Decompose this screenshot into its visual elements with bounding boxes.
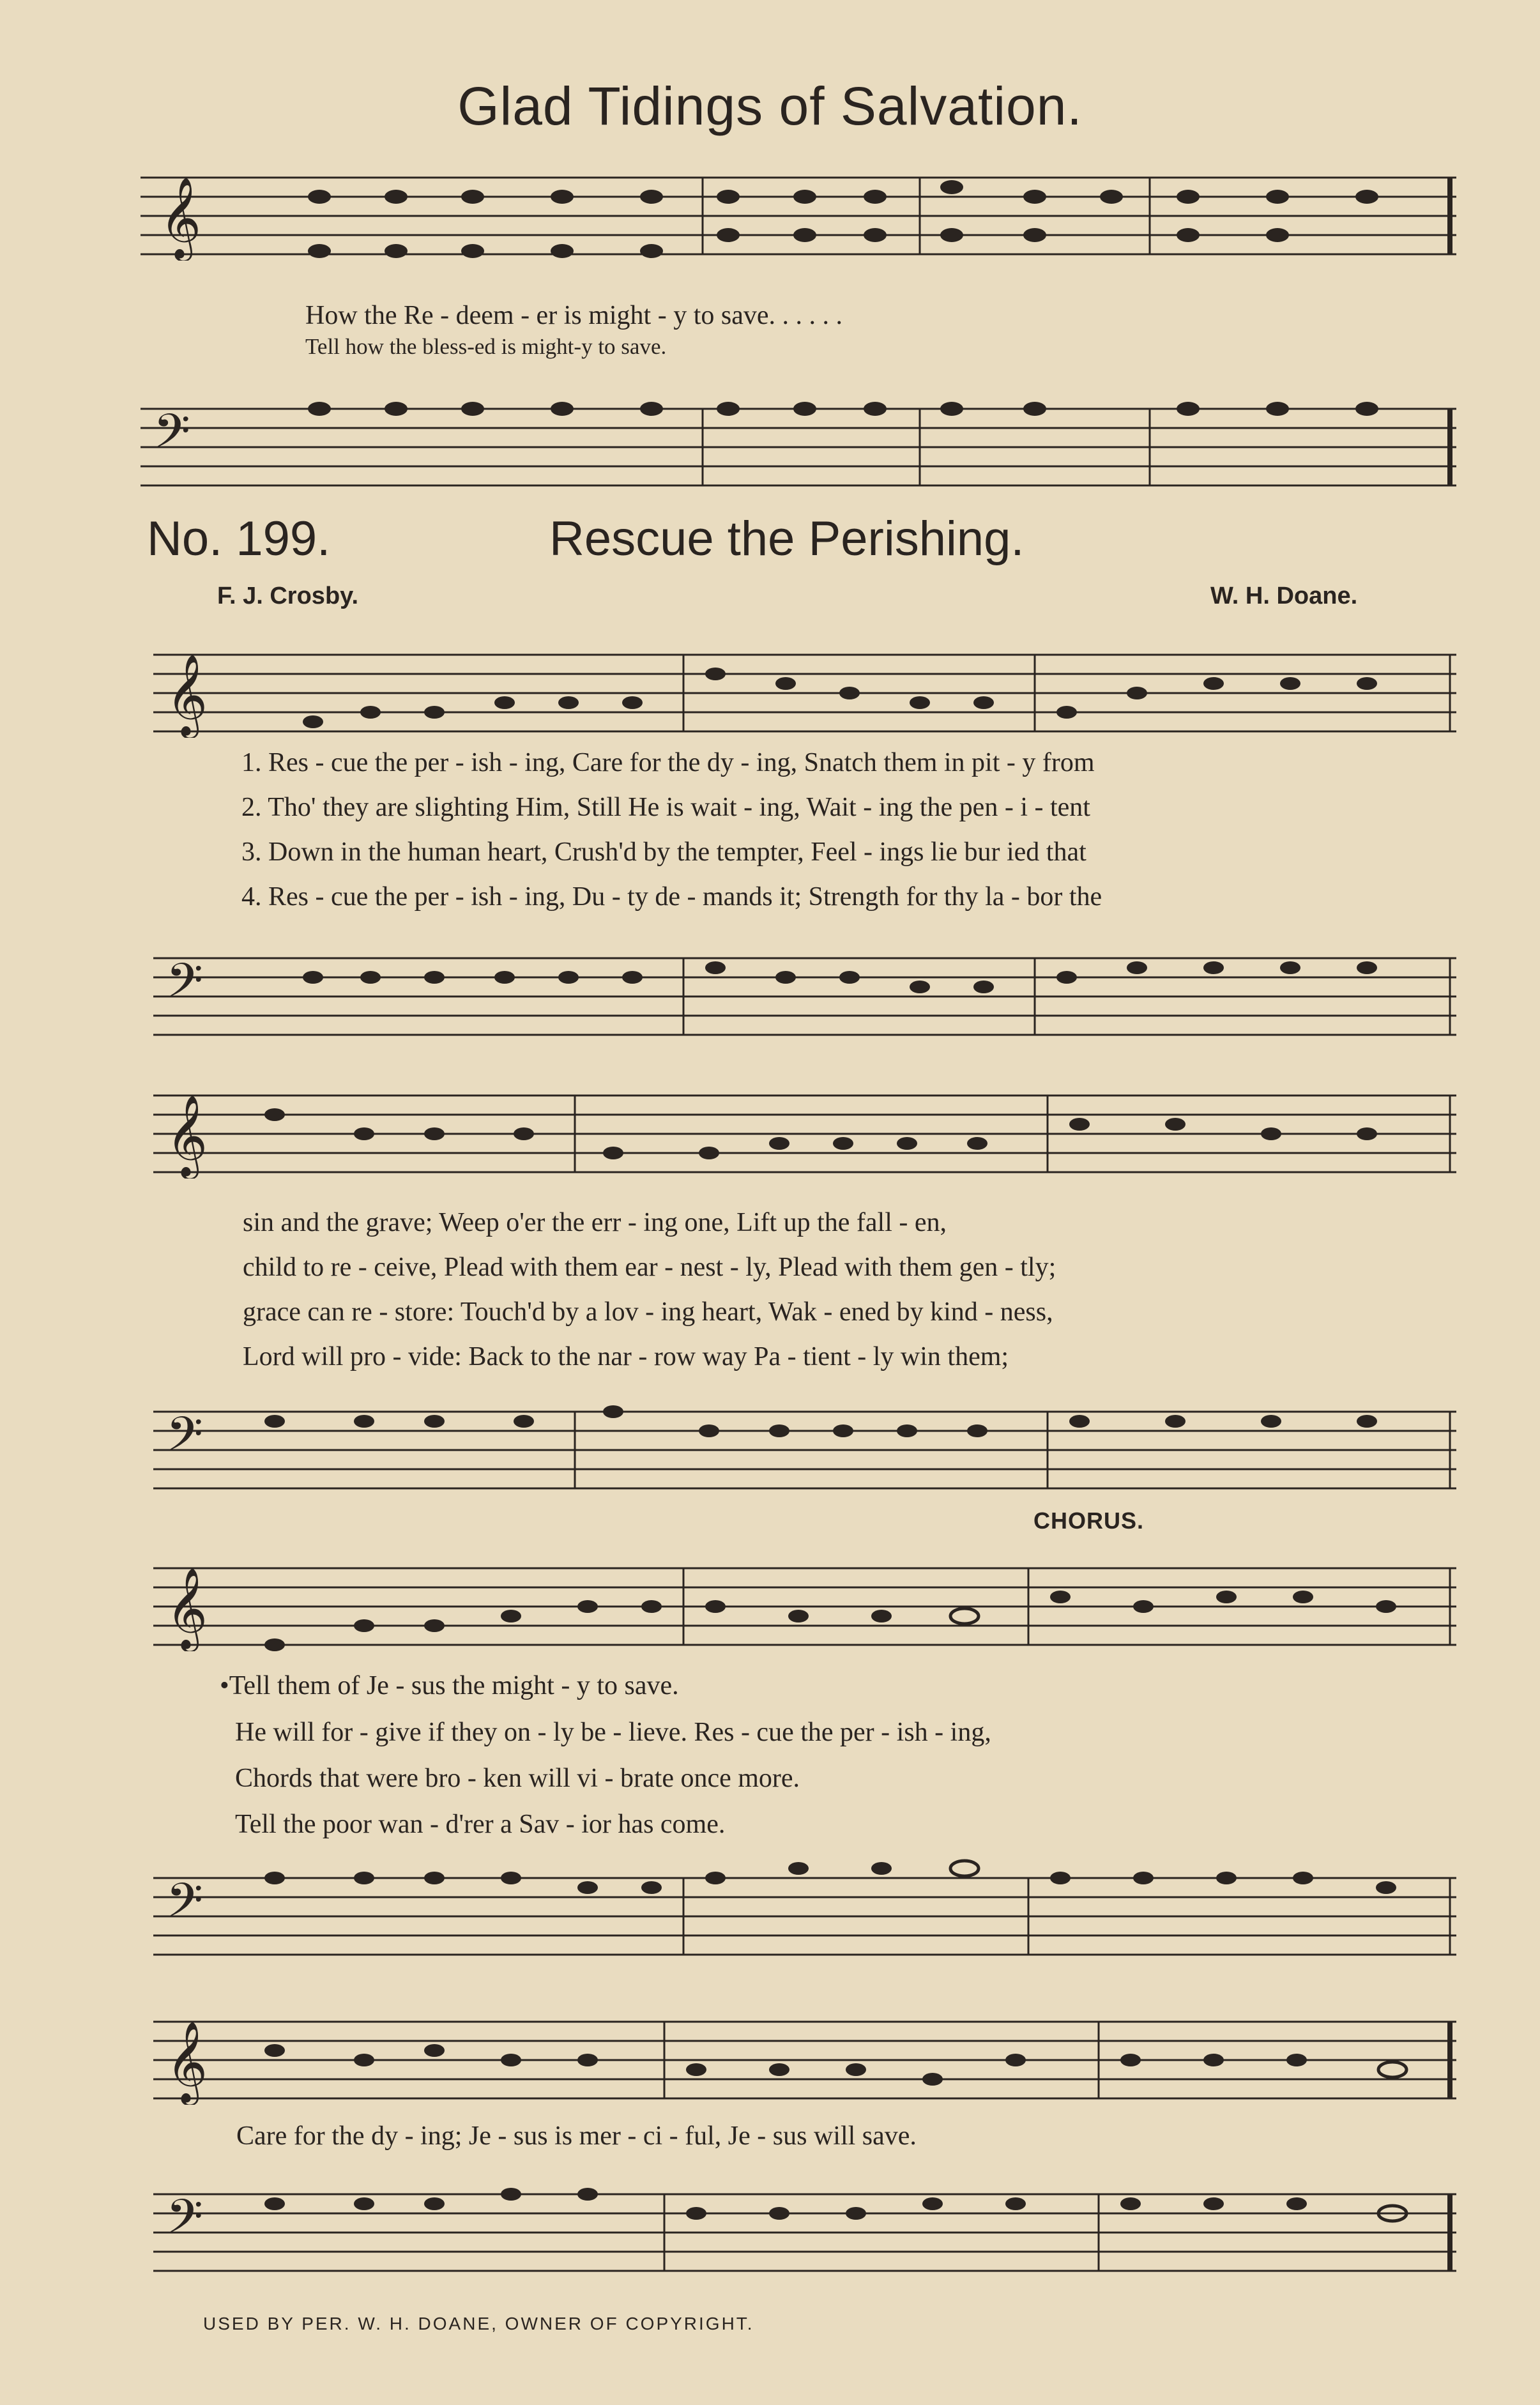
system2-verse-2: child to re - ceive, Plead with them ear - nest - ly, Plead with them gen - tly;	[243, 1253, 1056, 1282]
svg-text:𝄢: 𝄢	[166, 1873, 203, 1940]
chorus-label: CHORUS.	[1033, 1508, 1145, 1534]
system3-line-1: •Tell them of Je - sus the might - y to save.	[220, 1671, 679, 1700]
system4-bass-staff	[153, 2169, 1456, 2277]
system1-verse-4: 4. Res - cue the per - ish - ing, Du - ty de - mands it; Strength for thy la - bor the	[241, 882, 1102, 912]
system2-verse-4: Lord will pro - vide: Back to the nar - row way Pa - tient - ly win them;	[243, 1342, 1009, 1371]
system3-line-2: He will for - give if they on - ly be - lieve. Res - cue the per - ish - ing,	[235, 1718, 991, 1747]
system3-treble-staff	[153, 1543, 1456, 1651]
hymn-number: No. 199.	[147, 512, 331, 566]
system2-bass-staff	[153, 1386, 1456, 1495]
system2-treble-staff	[153, 1070, 1456, 1179]
svg-text:𝄞: 𝄞	[166, 653, 208, 735]
system1-bass-staff	[153, 933, 1456, 1041]
top-treble-staff	[141, 152, 1456, 261]
svg-text:𝄞: 𝄞	[166, 2020, 208, 2102]
system2-verse-3: grace can re - store: Touch'd by a lov - ing heart, Wak - ened by kind - ness,	[243, 1297, 1053, 1327]
system1-verse-3: 3. Down in the human heart, Crush'd by the tempter, Feel - ings lie bur ied that	[241, 837, 1086, 867]
svg-text:𝄢: 𝄢	[166, 953, 203, 1020]
top-bass-staff	[141, 383, 1456, 492]
composer-credit: W. H. Doane.	[1210, 583, 1358, 609]
svg-text:𝄞: 𝄞	[166, 1567, 208, 1649]
system4-treble-staff	[153, 1996, 1456, 2105]
system1-verse-1: 1. Res - cue the per - ish - ing, Care for the dy - ing, Snatch them in pit - y from	[241, 748, 1095, 777]
system2-verse-1: sin and the grave; Weep o'er the err - ing one, Lift up the fall - en,	[243, 1208, 947, 1237]
svg-text:𝄢: 𝄢	[153, 404, 190, 471]
top-lyric-line-2: Tell how the bless-ed is might-y to save.	[305, 334, 667, 359]
copyright-footer: USED BY PER. W. H. DOANE, OWNER OF COPYRIGHT.	[203, 2314, 754, 2333]
system3-line-4: Tell the poor wan - d'rer a Sav - ior has come.	[235, 1810, 726, 1839]
svg-text:𝄢: 𝄢	[166, 2189, 203, 2256]
top-hymn-title: Glad Tidings of Salvation.	[457, 76, 1083, 136]
svg-text:𝄢: 𝄢	[166, 1407, 203, 1474]
system1-treble-staff	[153, 629, 1456, 738]
system4-line-1: Care for the dy - ing; Je - sus is mer - ci - ful, Je - sus will save.	[236, 2121, 917, 2151]
svg-text:𝄞: 𝄞	[166, 1094, 208, 1176]
top-lyric-line-1: How the Re - deem - er is might - y to save. . . . . .	[305, 301, 842, 330]
system3-line-3: Chords that were bro - ken will vi - brate once more.	[235, 1764, 800, 1793]
hymn-title: Rescue the Perishing.	[549, 512, 1025, 566]
author-credit: F. J. Crosby.	[217, 583, 359, 609]
system3-bass-staff	[153, 1852, 1456, 1961]
system1-verse-2: 2. Tho' they are slighting Him, Still He is wait - ing, Wait - ing the pen - i - tent	[241, 793, 1090, 822]
svg-text:𝄞: 𝄞	[160, 176, 202, 258]
